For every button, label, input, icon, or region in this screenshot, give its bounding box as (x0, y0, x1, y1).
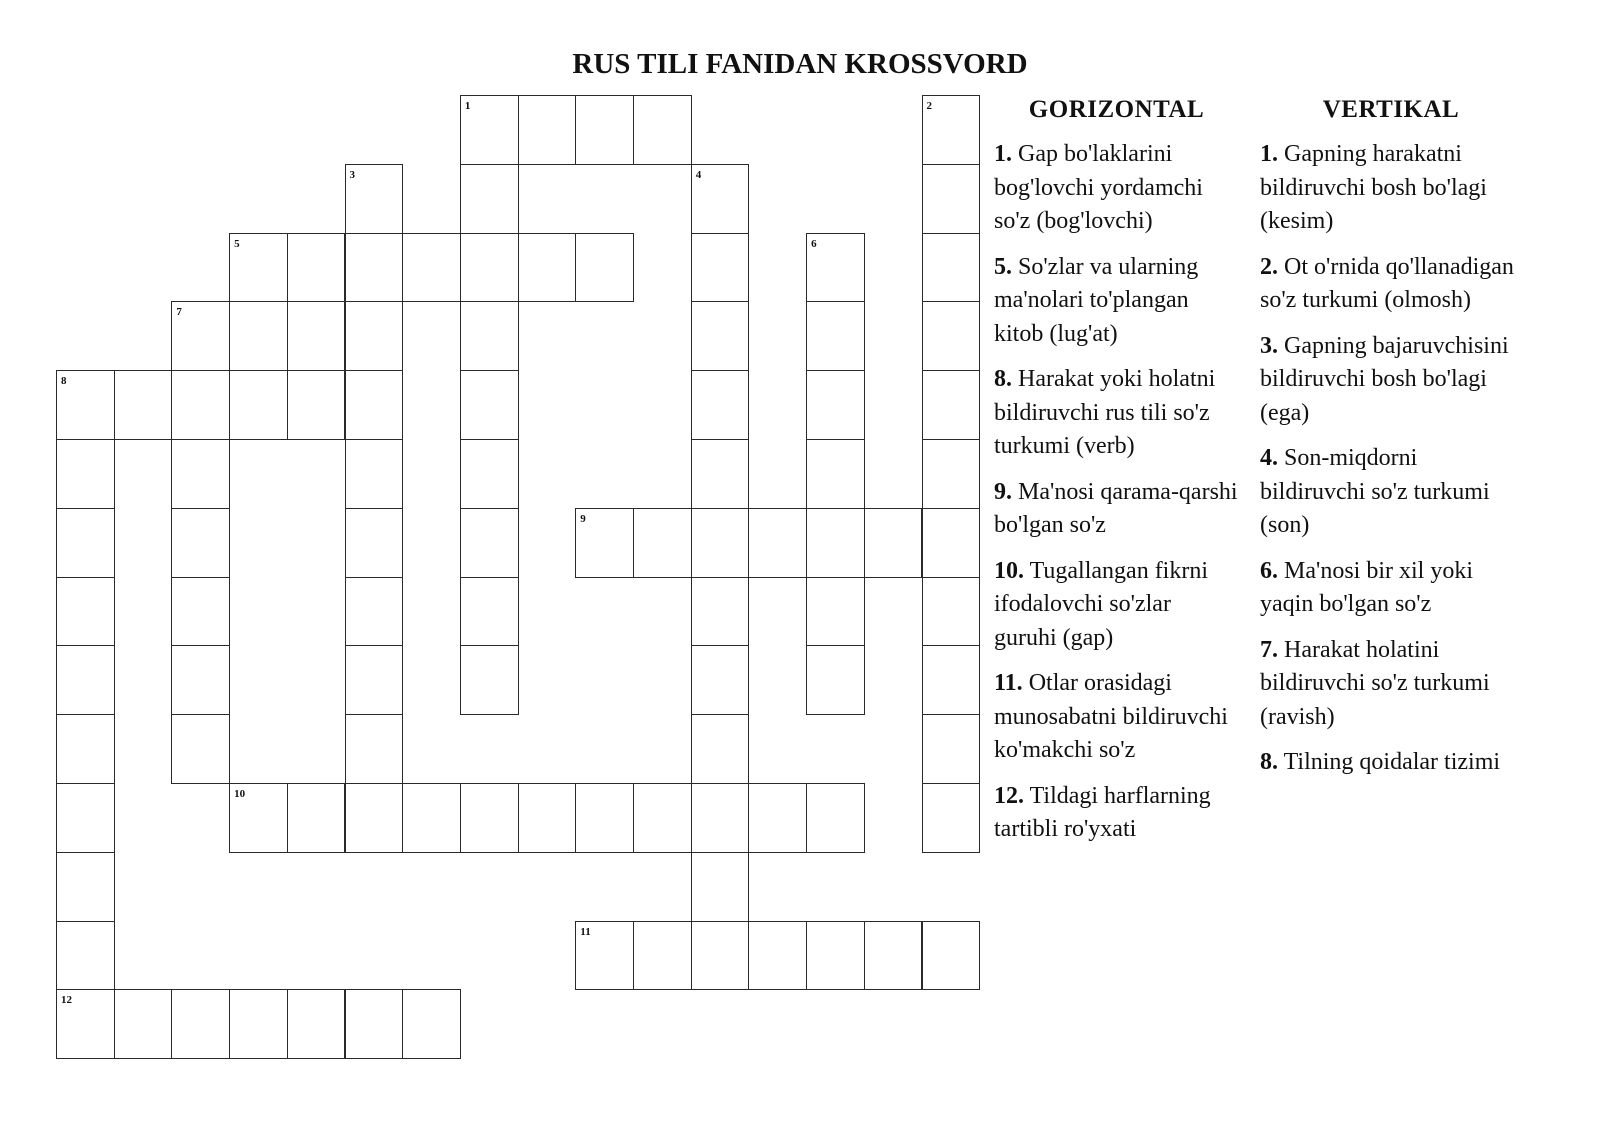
grid-cell[interactable] (575, 783, 634, 853)
grid-cell[interactable] (806, 783, 865, 853)
page-title: RUS TILI FANIDAN KROSSVORD (572, 48, 1028, 80)
down-heading: VERTIKAL (1322, 96, 1460, 123)
grid-cell[interactable] (171, 301, 230, 371)
grid-cell[interactable] (345, 577, 404, 647)
grid-cell[interactable] (171, 370, 230, 440)
grid-cell[interactable] (575, 508, 634, 578)
down-clue: 8. Tilning qoidalar tizimi (1260, 749, 1501, 775)
grid-cell[interactable] (864, 508, 923, 578)
grid-cell[interactable] (575, 95, 634, 165)
grid-cell[interactable] (460, 577, 519, 647)
across-clue: 10. Tugallangan fikrni ifodalovchi so'zlar guruhi (gap) (994, 557, 1209, 651)
grid-cell[interactable] (460, 645, 519, 715)
grid-cell[interactable] (748, 508, 807, 578)
grid-cell[interactable] (171, 508, 230, 578)
grid-cell[interactable] (518, 95, 577, 165)
cell-number: 3 (349, 168, 355, 181)
grid-cell[interactable] (633, 508, 692, 578)
cell-number: 6 (811, 237, 817, 250)
grid-cell[interactable] (171, 439, 230, 509)
grid-cell[interactable] (56, 921, 115, 991)
grid-cell[interactable] (922, 95, 981, 165)
grid-cell[interactable] (229, 783, 288, 853)
grid-cell[interactable] (633, 95, 692, 165)
grid-cell[interactable] (922, 233, 981, 303)
grid-cell[interactable] (806, 233, 865, 303)
grid-cell[interactable] (806, 577, 865, 647)
grid-cell[interactable] (56, 714, 115, 784)
cell-number: 5 (234, 237, 240, 250)
grid-cell[interactable] (56, 370, 115, 440)
cell-number: 2 (926, 100, 932, 112)
grid-cell[interactable] (460, 95, 519, 165)
grid-cell[interactable] (460, 301, 519, 371)
grid-cell[interactable] (345, 714, 404, 784)
grid-cell[interactable] (691, 921, 750, 991)
down-clue: 6. Ma'nosi bir xil yoki yaqin bo'lgan so'z (1260, 557, 1473, 617)
grid-cell[interactable] (171, 645, 230, 715)
grid-cell[interactable] (171, 577, 230, 647)
grid-cell[interactable] (922, 164, 981, 234)
grid-cell[interactable] (922, 921, 981, 991)
grid-cell[interactable] (633, 921, 692, 991)
grid-cell[interactable] (460, 508, 519, 578)
across-clue: 1. Gap bo'laklarini bog'lovchi yordamchi so'z (bog'lovchi) (994, 141, 1203, 234)
grid-cell[interactable] (56, 577, 115, 647)
grid-cell[interactable] (691, 301, 750, 371)
grid-cell[interactable] (287, 783, 346, 853)
grid-cell[interactable] (806, 508, 865, 578)
grid-cell[interactable] (922, 508, 981, 578)
grid-cell[interactable] (56, 989, 115, 1059)
grid-cell[interactable] (691, 783, 750, 853)
grid-cell[interactable] (171, 714, 230, 784)
grid-cell[interactable] (518, 233, 577, 303)
down-clue: 4. Son-miqdorni bildiruvchi so'z turkumi (son) (1260, 445, 1490, 538)
grid-cell[interactable] (287, 233, 346, 303)
grid-cell[interactable] (287, 370, 346, 440)
grid-cell[interactable] (114, 989, 173, 1059)
grid-cell[interactable] (56, 508, 115, 578)
grid-cell[interactable] (345, 508, 404, 578)
grid-cell[interactable] (229, 233, 288, 303)
grid-cell[interactable] (748, 921, 807, 991)
grid-cell[interactable] (229, 301, 288, 371)
grid-cell[interactable] (691, 508, 750, 578)
grid-cell[interactable] (345, 301, 404, 371)
grid-cell[interactable] (287, 989, 346, 1059)
grid-cell[interactable] (691, 852, 750, 922)
grid-cell[interactable] (922, 714, 981, 784)
grid-cell[interactable] (460, 439, 519, 509)
grid-cell[interactable] (345, 233, 404, 303)
grid-cell[interactable] (922, 645, 981, 715)
grid-cell[interactable] (806, 370, 865, 440)
across-clue: 8. Harakat yoki holatni bildiruvchi rus tili so'z turkumi (verb) (994, 366, 1216, 459)
across-clue: 11. Otlar orasidagi munosabatni bildiruvchi ko'makchi so'z (994, 670, 1228, 763)
grid-cell[interactable] (229, 370, 288, 440)
grid-cell[interactable] (806, 645, 865, 715)
grid-cell[interactable] (402, 989, 461, 1059)
down-clue: 1. Gapning harakatni bildiruvchi bosh bo'lagi (kesim) (1260, 141, 1487, 234)
grid-cell[interactable] (345, 164, 404, 234)
down-clue: 3. Gapning bajaruvchisini bildiruvchi bosh bo'lagi (ega) (1260, 332, 1509, 426)
grid-cell[interactable] (806, 921, 865, 991)
grid-cell[interactable] (56, 783, 115, 853)
cell-number: 1 (464, 100, 471, 112)
cell-number: 11 (580, 925, 591, 938)
grid-cell[interactable] (56, 439, 115, 509)
grid-cell[interactable] (460, 370, 519, 440)
grid-cell[interactable] (691, 714, 750, 784)
grid-cell[interactable] (575, 233, 634, 303)
grid-cell[interactable] (345, 439, 404, 509)
cell-number: 12 (61, 994, 72, 1007)
down-clue: 2. Ot o'rnida qo'llanadigan so'z turkumi (olmosh) (1260, 253, 1514, 313)
cell-number: 7 (176, 306, 182, 319)
grid-cell[interactable] (691, 645, 750, 715)
grid-cell[interactable] (691, 439, 750, 509)
grid-cell[interactable] (114, 370, 173, 440)
grid-cell[interactable] (460, 164, 519, 234)
across-clue: 9. Ma'nosi qarama-qarshi bo'lgan so'z (994, 478, 1238, 538)
across-heading: GORIZONTAL (1028, 96, 1205, 123)
grid-cell[interactable] (171, 989, 230, 1059)
grid-cell[interactable] (402, 783, 461, 853)
grid-cell[interactable] (575, 921, 634, 991)
grid-cell[interactable] (345, 370, 404, 440)
grid-cell[interactable] (922, 439, 981, 509)
grid-cell[interactable] (633, 783, 692, 853)
grid-cell[interactable] (691, 233, 750, 303)
grid-cell[interactable] (229, 989, 288, 1059)
cell-number: 8 (61, 375, 67, 388)
down-clues (1260, 96, 1522, 792)
grid-cell[interactable] (691, 164, 750, 234)
grid-cell[interactable] (56, 645, 115, 715)
across-clues (994, 96, 1239, 859)
grid-cell[interactable] (287, 301, 346, 371)
grid-cell[interactable] (748, 783, 807, 853)
grid-cell[interactable] (345, 783, 404, 853)
cell-number: 10 (234, 788, 246, 800)
grid-cell[interactable] (864, 921, 923, 991)
across-clue: 12. Tildagi harflarning tartibli ro'yxati (994, 782, 1211, 842)
down-clue: 7. Harakat holatini bildiruvchi so'z turkumi (ravish) (1260, 636, 1490, 730)
grid-cell[interactable] (922, 783, 981, 853)
grid-cell[interactable] (56, 852, 115, 922)
cell-number: 9 (580, 512, 586, 525)
grid-cell[interactable] (460, 233, 519, 303)
grid-cell[interactable] (806, 301, 865, 371)
grid-cell[interactable] (345, 645, 404, 715)
grid-cell[interactable] (460, 783, 519, 853)
cell-number: 4 (695, 168, 702, 181)
grid-cell[interactable] (518, 783, 577, 853)
grid-cell[interactable] (345, 989, 404, 1059)
grid-cell[interactable] (691, 370, 750, 440)
grid-cell[interactable] (402, 233, 461, 303)
grid-cell[interactable] (922, 301, 981, 371)
grid-cell[interactable] (806, 439, 865, 509)
across-clue: 5. So'zlar va ularning ma'nolari to'plangan kitob (lug'at) (994, 253, 1199, 347)
grid-cell[interactable] (922, 370, 981, 440)
grid-cell[interactable] (691, 577, 750, 647)
grid-cell[interactable] (922, 577, 981, 647)
